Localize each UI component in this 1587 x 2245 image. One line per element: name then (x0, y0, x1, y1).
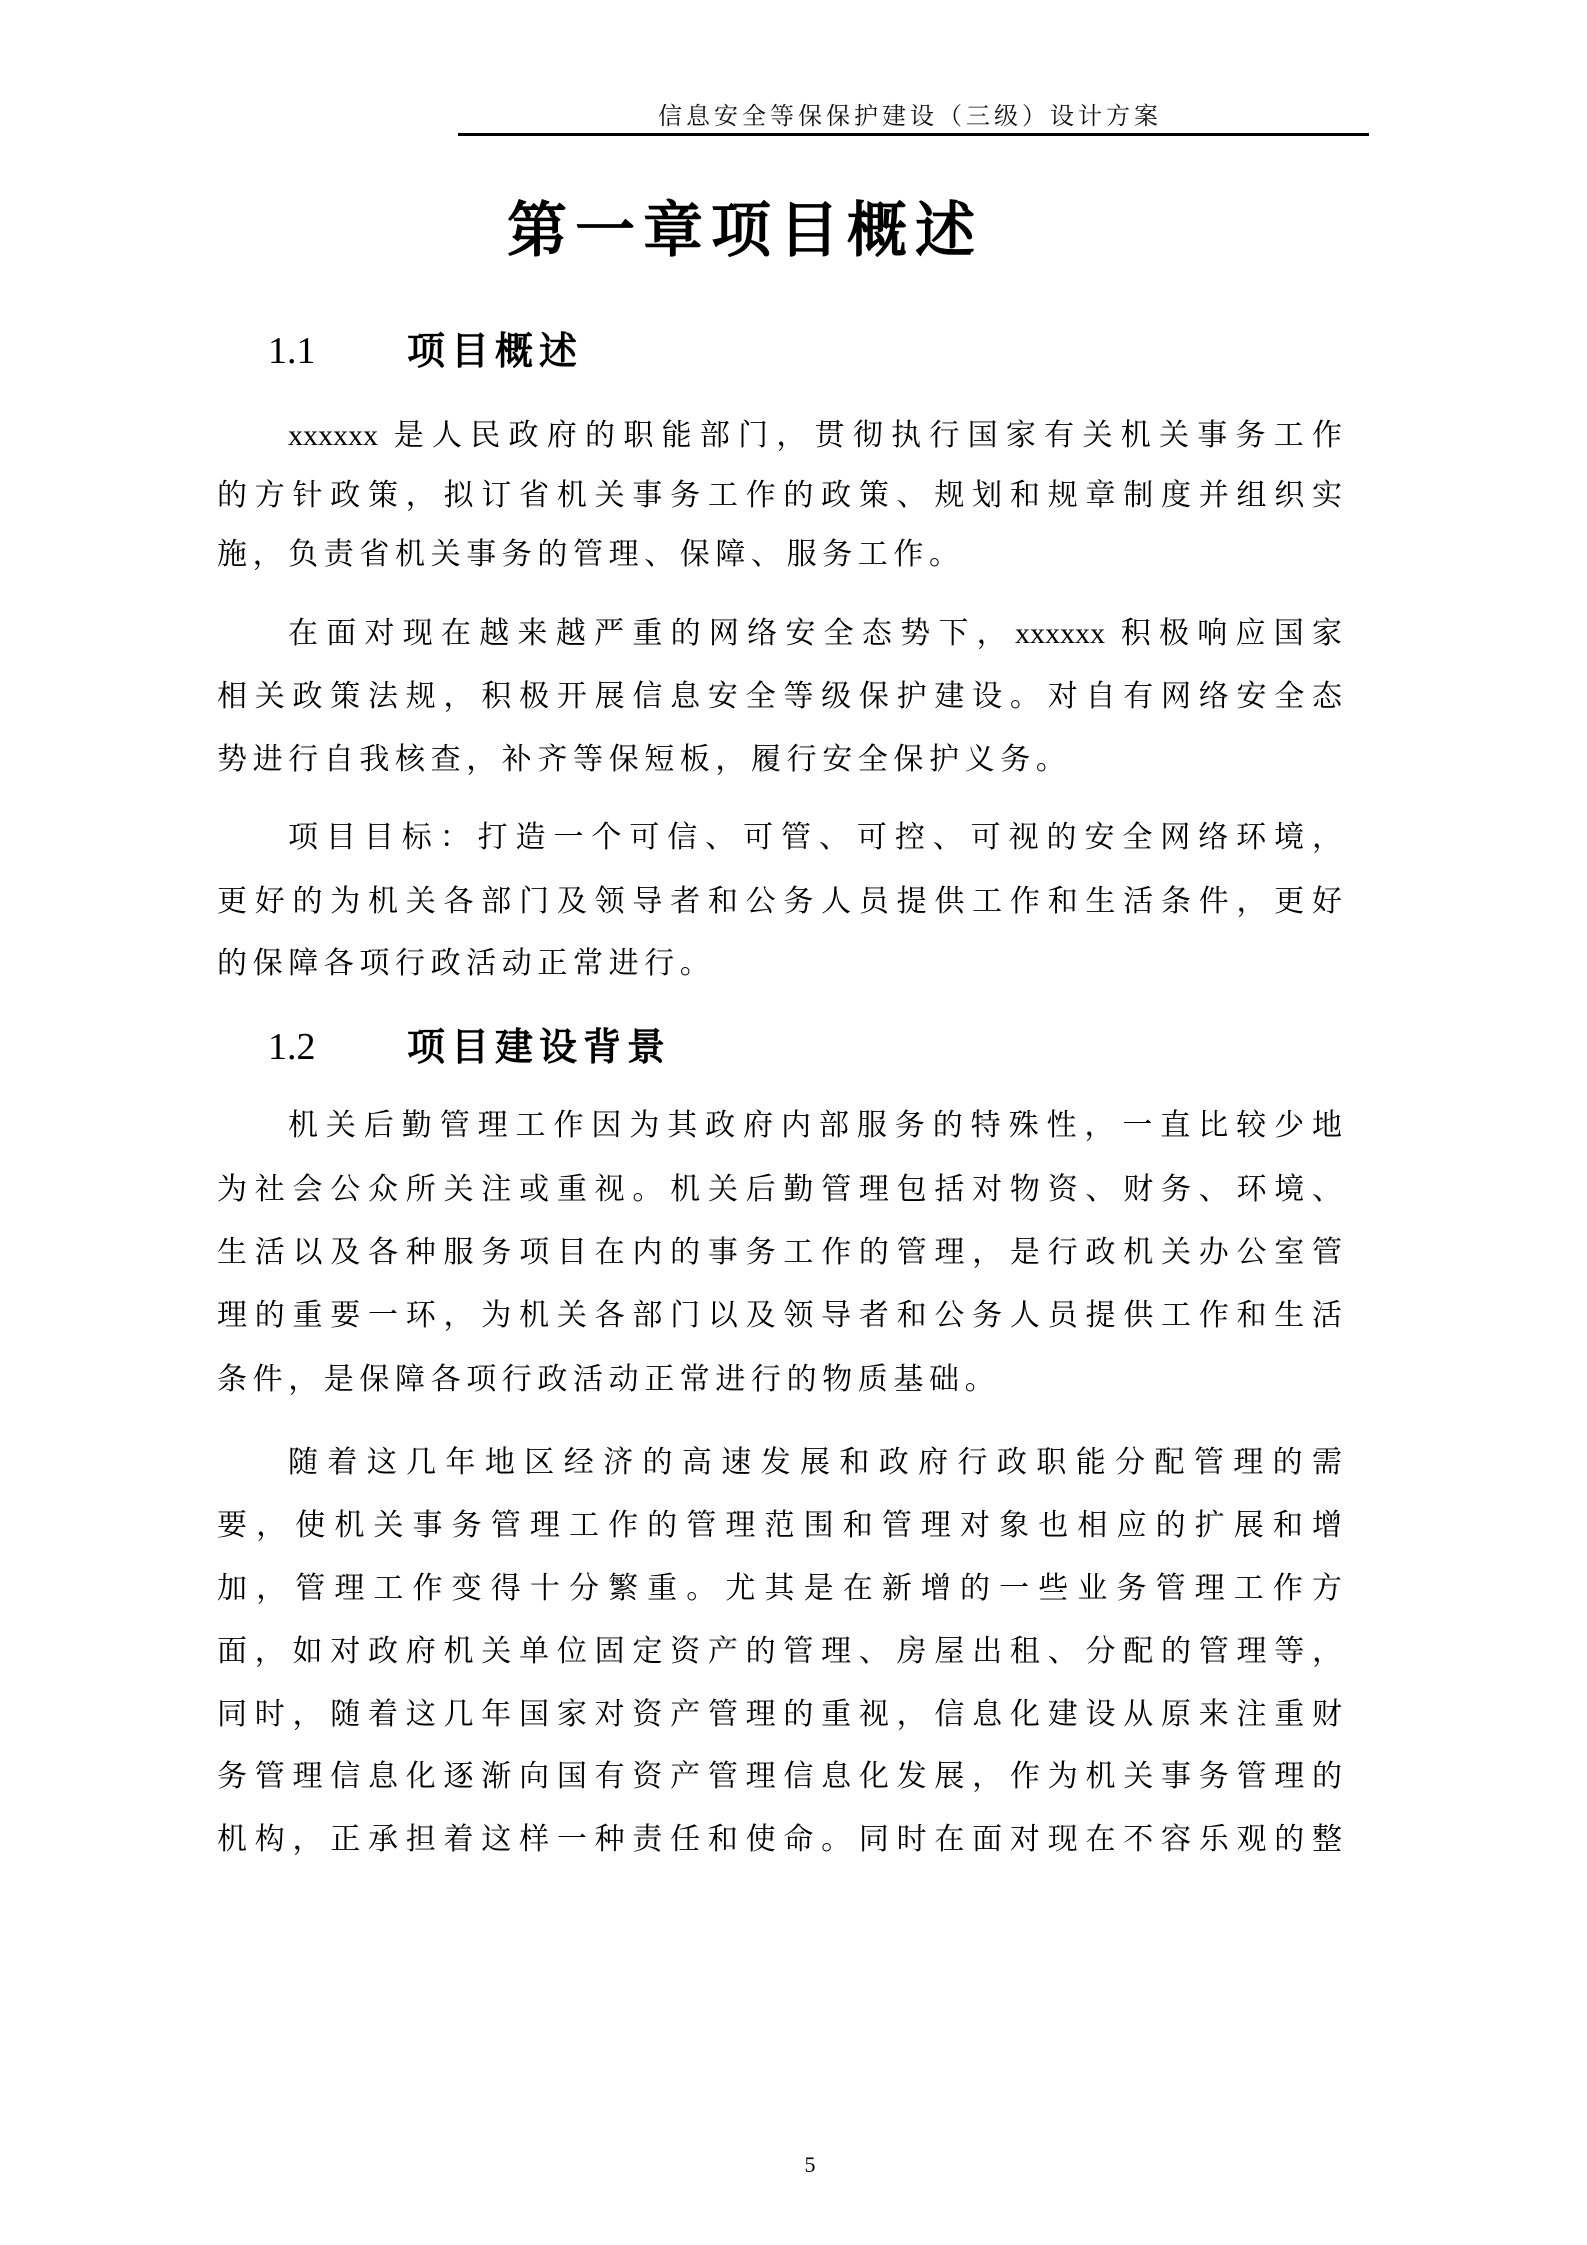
text-line: 相关政策法规，积极开展信息安全等级保护建设。对自有网络安全态 (217, 680, 1342, 713)
header-divider (458, 133, 1369, 136)
text-line: xxxxxx 是人民政府的职能部门，贯彻执行国家有关机关事务工作 (288, 419, 1342, 452)
text-line: 机构，正承担着这样一种责任和使命。同时在面对现在不容乐观的整 (217, 1823, 1342, 1856)
page-number: 5 (804, 2152, 816, 2177)
text-line: 理的重要一环，为机关各部门以及领导者和公务人员提供工作和生活 (217, 1299, 1342, 1332)
text-line: 项目目标：打造一个可信、可管、可控、可视的安全网络环境， (288, 821, 1342, 854)
text-line: 施，负责省机关事务的管理、保障、服务工作。 (217, 538, 965, 571)
text-line: 条件，是保障各项行政活动正常进行的物质基础。 (217, 1363, 1001, 1396)
section-number: 1.1 (268, 330, 316, 372)
text-line: 的方针政策，拟订省机关事务工作的政策、规划和规章制度并组织实 (217, 479, 1342, 512)
text-line: 生活以及各种服务项目在内的事务工作的管理，是行政机关办公室管 (217, 1236, 1342, 1269)
section-title: 项目概述 (407, 329, 584, 373)
text-line: 在面对现在越来越严重的网络安全态势下，xxxxxx 积极响应国家 (288, 617, 1342, 650)
text-line: 势进行自我核查，补齐等保短板，履行安全保护义务。 (217, 743, 1072, 776)
text-line: 务管理信息化逐渐向国有资产管理信息化发展，作为机关事务管理的 (217, 1760, 1342, 1793)
text-line: 的保障各项行政活动正常进行。 (217, 947, 716, 980)
section-number: 1.2 (268, 1026, 316, 1068)
text-line: 更好的为机关各部门及领导者和公务人员提供工作和生活条件，更好 (217, 885, 1342, 918)
text-line: 加，管理工作变得十分繁重。尤其是在新增的一些业务管理工作方 (217, 1572, 1342, 1605)
text-line: 机关后勤管理工作因为其政府内部服务的特殊性，一直比较少地 (288, 1109, 1342, 1142)
text-line: 为社会公众所关注或重视。机关后勤管理包括对物资、财务、环境、 (217, 1173, 1342, 1206)
text-line: 随着这几年地区经济的高速发展和政府行政职能分配管理的需 (288, 1446, 1342, 1479)
chapter-title: 第一章项目概述 (507, 196, 983, 266)
section-title: 项目建设背景 (407, 1025, 672, 1069)
text-line: 要，使机关事务管理工作的管理范围和管理对象也相应的扩展和增 (217, 1509, 1342, 1542)
text-line: 同时，随着这几年国家对资产管理的重视，信息化建设从原来注重财 (217, 1698, 1342, 1731)
text-line: 面，如对政府机关单位固定资产的管理、房屋出租、分配的管理等， (217, 1635, 1342, 1668)
running-header: 信息安全等保保护建设（三级）设计方案 (658, 104, 1162, 130)
